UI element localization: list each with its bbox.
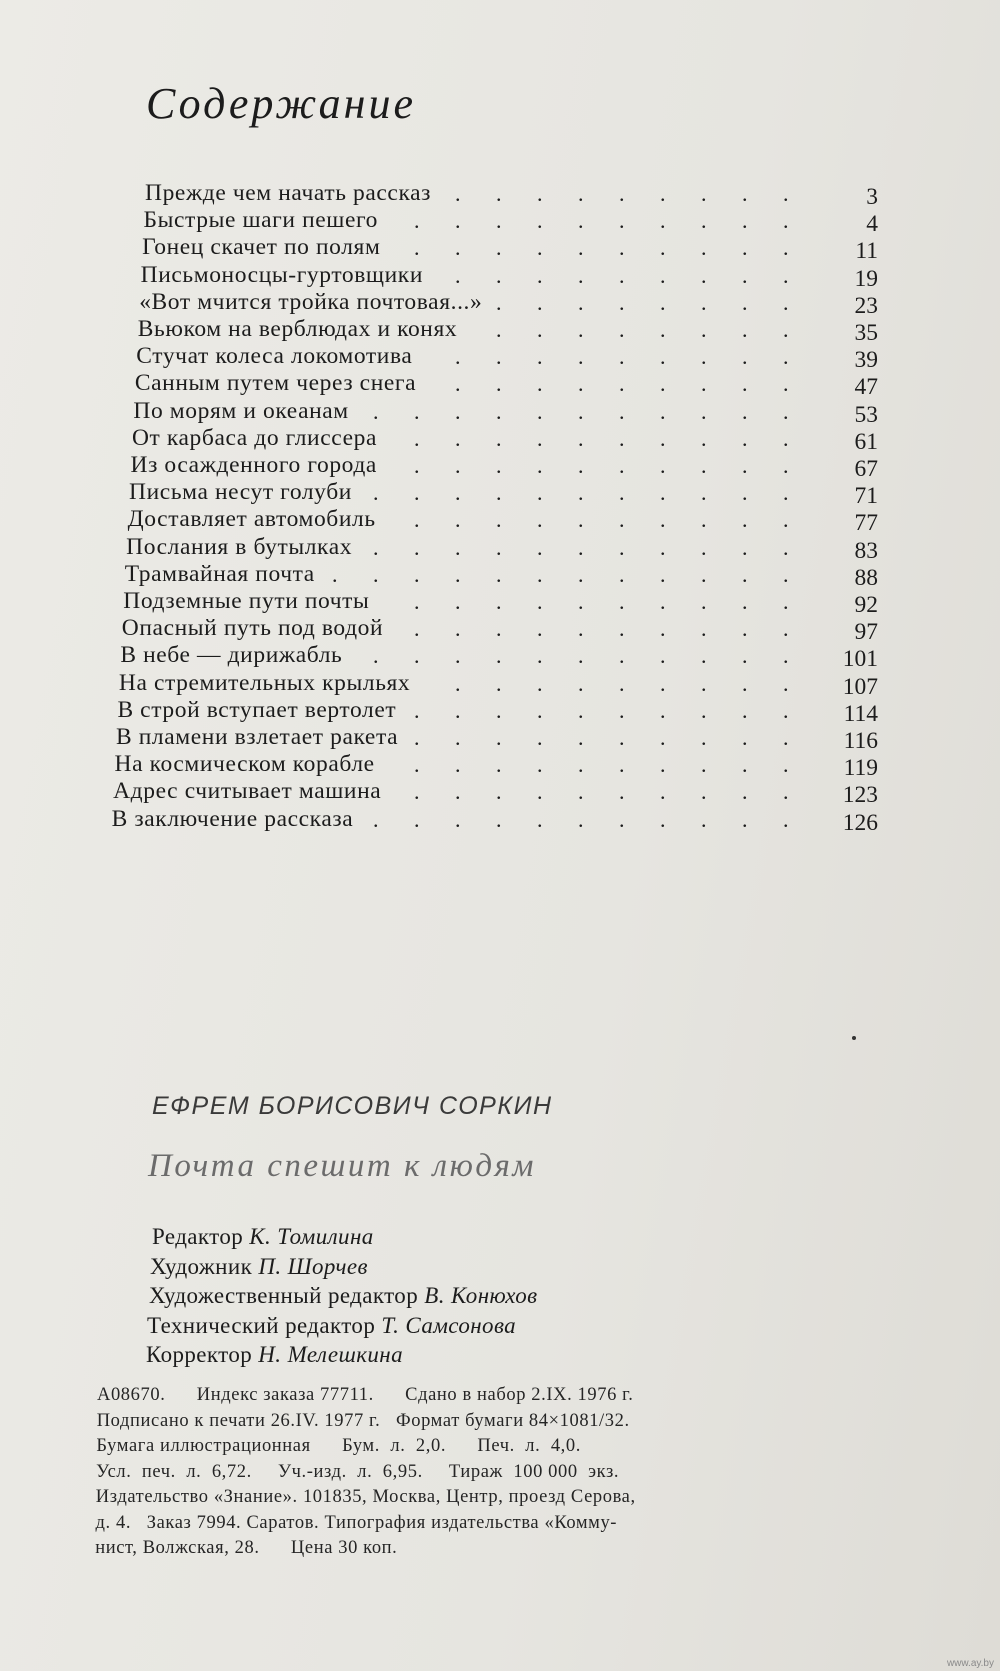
toc-entry [145,180,880,210]
credit-line [152,1224,374,1250]
toc-entry-title: Опасный путь под водой [121,615,384,642]
toc-entry-title: Санным путем через снега [134,370,417,397]
toc-entry-page: 123 [842,782,878,809]
toc-leader-dots: . . . . . . . . . . . [372,643,789,669]
toc-entry-title: Письма несут голуби [129,479,352,506]
toc-entry [113,778,880,809]
toc-entry-page: 47 [854,374,878,401]
toc-entry-page: 4 [866,211,878,238]
toc-leader-dots: . . . . . . . . . . [413,752,789,778]
toc-entry-page: 3 [866,184,878,210]
toc-leader-dots: . . . . . . . . . . . [372,398,789,424]
toc-leader-dots: . . . . . . . . . . [414,589,789,614]
toc-entry-title: Быстрые шаги пешего [143,207,379,234]
credit-line [146,1342,403,1368]
toc-leader-dots: . . . . . . . . . [454,344,789,370]
imprint-line: А08670. Индекс заказа 77711. Сдано в набор 2.IX. 1976 г. [97,1385,634,1405]
toc-entry [127,506,880,537]
credit-name: Н. Мелешкина [258,1342,404,1367]
toc-entry-title: В строй вступает вертолет [117,696,397,723]
toc-entry-page: 101 [842,646,878,673]
toc-entry-title: В заключение рассказа [111,805,354,832]
toc-leader-dots: . . . . . . . . . . [413,697,789,723]
credit-name: В. Конюхов [424,1283,538,1308]
toc-entry-title: Прежде чем начать рассказ [145,180,432,206]
toc-entry [134,370,880,401]
toc-entry [123,588,880,618]
credit-role: Редактор [152,1224,250,1249]
imprint-line: Бумага иллюстрационная Бум. л. 2,0. Печ. л. 4,0. [96,1436,581,1456]
toc-leader-dots: . . . . . . . . . . [413,616,789,642]
toc-entry-title: Стучат колеса локомотива [136,343,413,370]
credit-name: П. Шорчев [258,1253,368,1279]
toc-entry-title: Гонец скачет по полям [142,234,381,261]
toc-entry-page: 119 [843,755,878,782]
toc-entry-title: В небе — дирижабль [120,642,343,669]
imprint-line: Издательство «Знание». 101835, Москва, Центр, проезд Серова, [95,1487,636,1507]
toc-entry-title: Письмоносцы-гуртовщики [140,261,423,288]
toc-leader-dots: . . . . . . . . . [454,670,789,696]
toc-entry-page: 116 [843,728,878,754]
toc-leader-dots: . . . . . . . . [495,289,789,315]
imprint-line: д. 4. Заказ 7994. Саратов. Типография издательства «Комму- [95,1512,618,1533]
toc-entry-title: Вьюком на верблюдах и конях [137,316,458,342]
toc-entry-page: 39 [854,347,878,374]
toc-leader-dots: . . . . . . . . . . [414,725,789,750]
toc-leader-dots: . . . . . . . . . . . [372,534,789,560]
toc-leader-dots: . . . . . . . . . [454,262,789,288]
toc-entry [129,479,880,510]
toc-entry-page: 107 [842,673,878,700]
toc-leader-dots: . . . . . . . . . . [413,779,789,805]
toc-entry [139,288,880,319]
credit-role: Технический редактор [147,1312,382,1338]
credit-role: Художник [150,1253,259,1279]
toc-entry-page: 88 [854,564,878,591]
toc-entry-page: 11 [855,238,878,265]
toc-leader-dots: . . . . . . . . . [454,371,789,397]
toc-entry-title: Трамвайная почта [124,560,315,587]
toc-entry [118,669,880,700]
toc-heading: Содержание [146,79,417,128]
toc-entry-page: 92 [854,592,878,618]
toc-leader-dots: . . . . . . . . . . . [372,806,789,832]
toc-entry [117,696,880,727]
toc-entry [124,560,880,591]
toc-entry [121,615,880,646]
credit-name: Т. Самсонова [381,1312,517,1338]
toc-entry-title: Послания в бутылках [126,533,353,560]
toc-entry [131,424,880,455]
toc-entry [140,261,880,292]
toc-entry-page: 67 [854,456,878,482]
toc-leader-dots: . . . . . . . . . . [413,235,789,261]
credit-role: Художественный редактор [149,1283,425,1308]
watermark: www.ay.by [946,1658,994,1669]
toc-entry-title: На космическом корабле [114,751,375,778]
toc-entry-page: 53 [854,401,878,428]
toc-leader-dots: . . . . . . . . . . [413,425,789,451]
toc-entry-title: «Вот мчится тройка почтовая...» [139,288,483,315]
toc-entry [143,207,880,238]
toc-entry-page: 77 [854,510,878,537]
toc-leader-dots: . . . . . . . . . [455,181,789,206]
toc-entry [114,751,880,782]
imprint-line: нист, Волжская, 28. Цена 30 коп. [95,1538,398,1558]
credit-line [147,1313,516,1339]
toc-leader-dots: . . . . . . . . [496,317,789,342]
toc-entry-page: 19 [854,265,878,292]
toc-entry-page: 23 [854,292,878,319]
toc-entry-page: 114 [843,700,878,727]
toc-entry-title: Адрес считывает машина [113,778,382,805]
toc-entry [116,724,880,754]
toc-leader-dots: . . . . . . . . . . [413,507,789,533]
toc-entry [142,234,880,265]
toc-leader-dots: . . . . . . . . . . . . [331,561,789,587]
imprint-line: Подписано к печати 26.IV. 1977 г. Формат бумаги 84×1081/32. [96,1410,630,1431]
credit-line [150,1254,368,1280]
toc-leader-dots: . . . . . . . . . . [413,208,789,234]
toc-leader-dots: . . . . . . . . . . [414,453,789,478]
toc-entry-title: В пламени взлетает ракета [116,724,399,750]
imprint-line: Усл. печ. л. 6,72. Уч.-изд. л. 6,95. Тираж 100 000 экз. [96,1461,620,1482]
toc-entry-page: 97 [854,619,878,646]
toc-leader-dots: . . . . . . . . . . . [372,480,789,506]
toc-entry-title: По морям и океанам [133,397,349,424]
toc-entry-title: На стремительных крыльях [118,669,411,696]
toc-entry [126,533,880,564]
toc-entry-page: 61 [854,428,878,455]
book-title: Почта спешит к людям [148,1148,536,1184]
toc-entry [130,452,881,482]
toc-entry-page: 71 [854,483,878,510]
toc-entry [111,805,880,836]
credit-line [149,1283,538,1309]
toc-entry-page: 35 [854,320,878,346]
toc-entry-title: Доставляет автомобиль [127,506,376,533]
credit-role: Корректор [146,1342,259,1367]
toc-entry-page: 126 [842,809,878,836]
toc-entry [120,642,880,673]
toc-entry-page: 83 [854,537,878,564]
toc-entry-title: Из осажденного города [130,452,377,478]
toc-entry [133,397,880,428]
author-name: ЕФРЕМ БОРИСОВИЧ СОРКИН [152,1092,553,1120]
toc-entry [137,316,880,346]
stray-dot [852,1036,856,1040]
toc-entry-title: Подземные пути почты [123,588,370,614]
credit-name: К. Томилина [249,1224,374,1249]
toc-entry [136,343,880,374]
toc-entry-title: От карбаса до глиссера [131,424,377,451]
